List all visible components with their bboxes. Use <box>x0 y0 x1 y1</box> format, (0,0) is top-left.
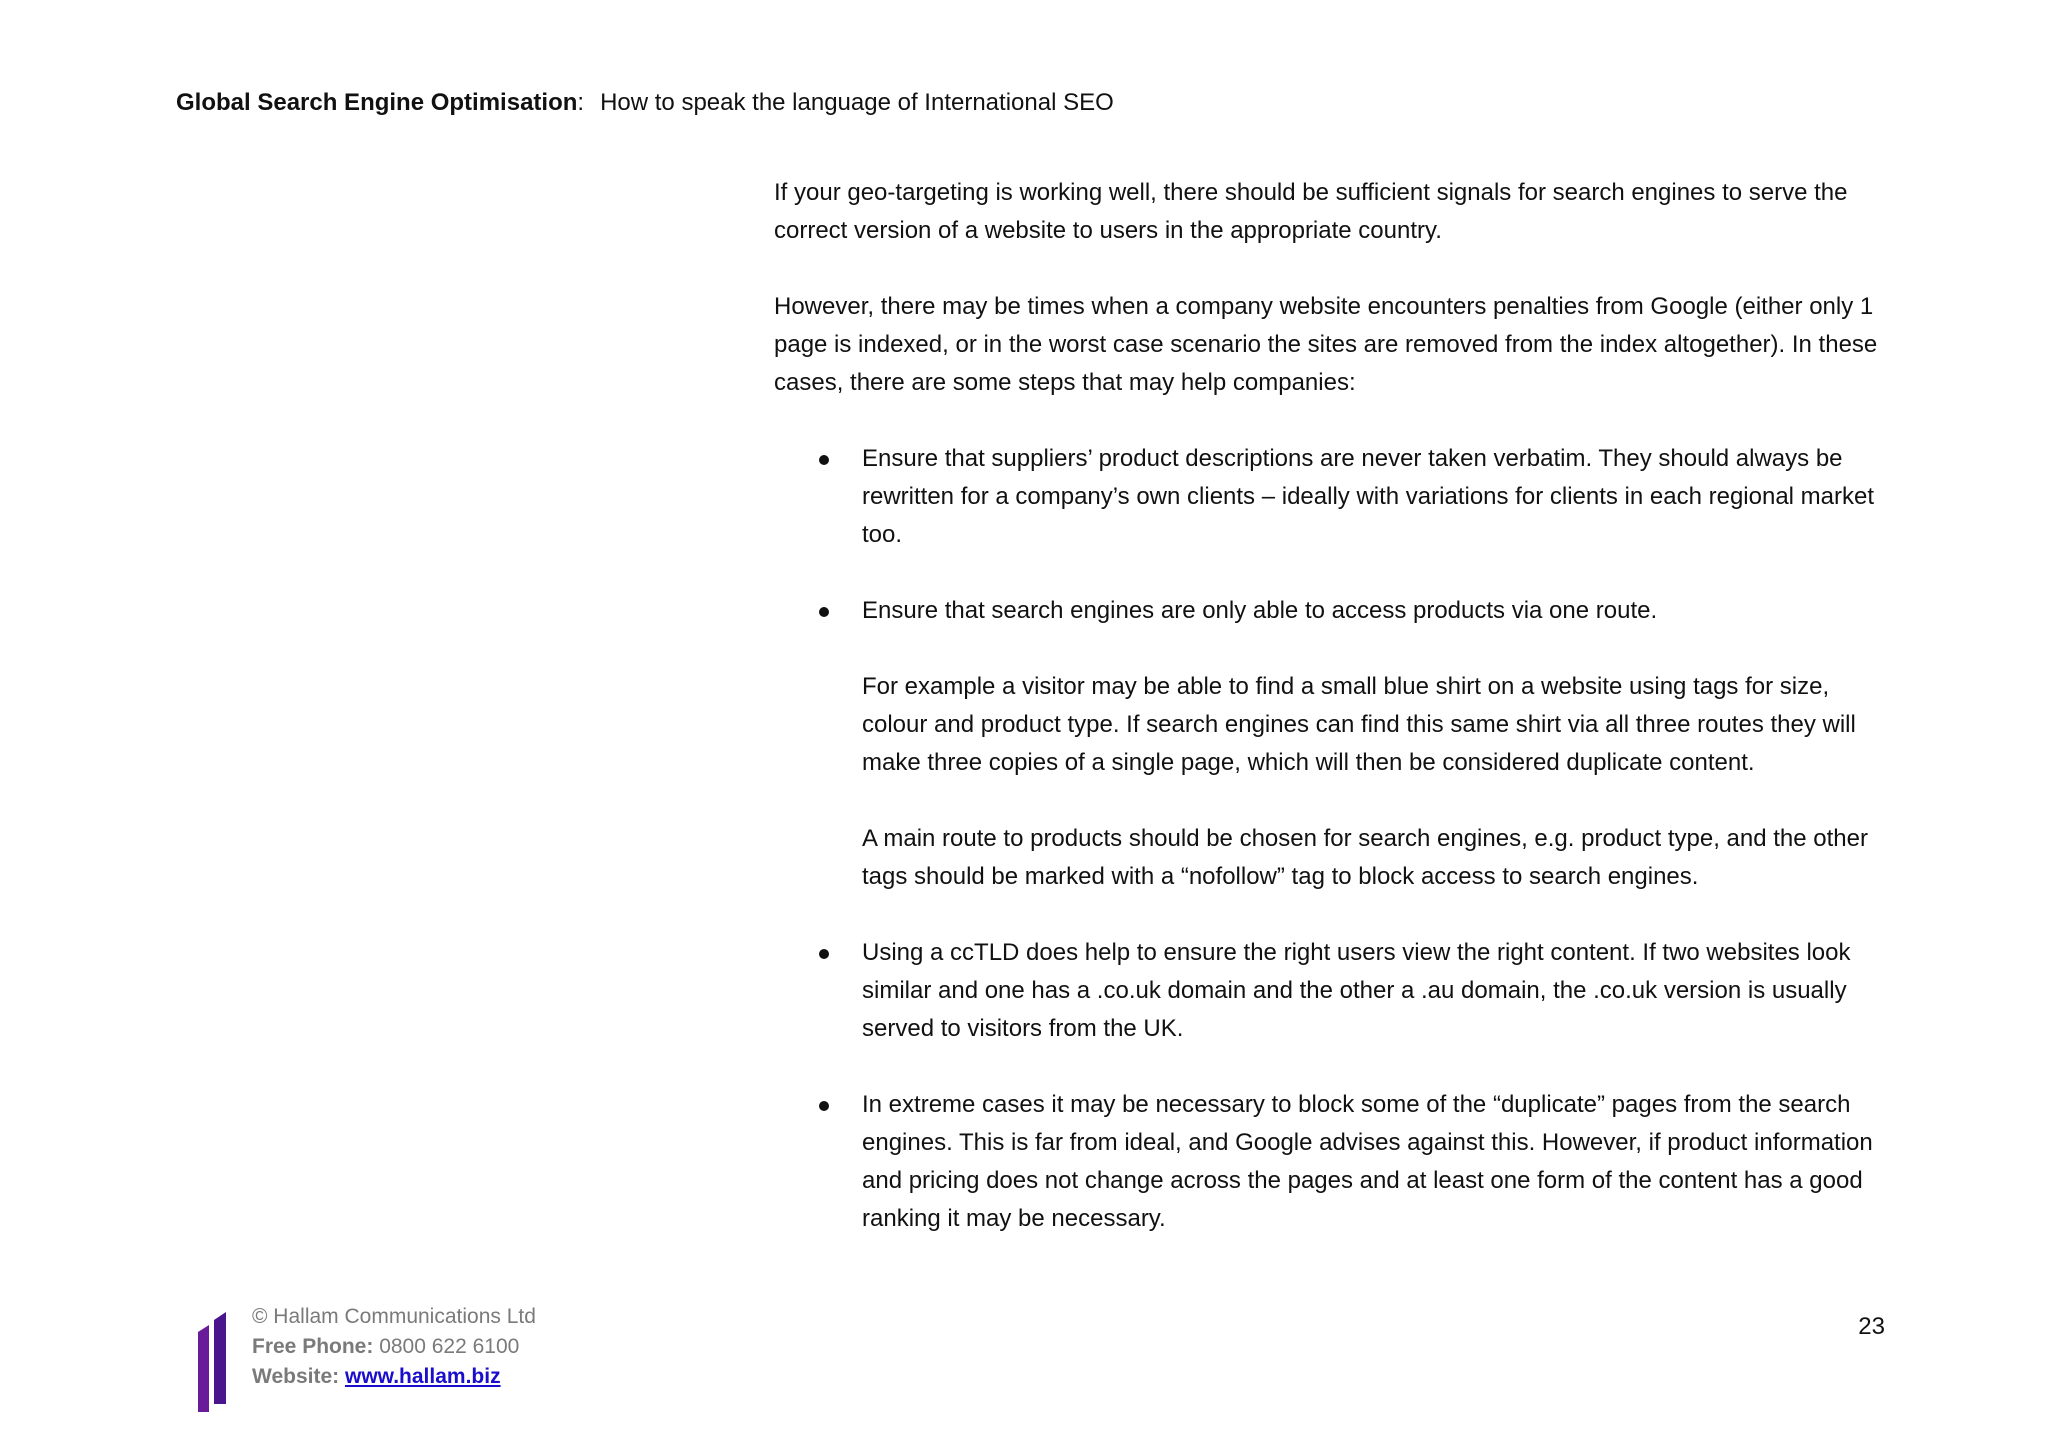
title-separator: : <box>577 89 585 116</box>
main-content <box>774 174 1894 1276</box>
list-item-text: Ensure that search engines are only able to access products via one route. <box>862 597 1658 624</box>
phone-number: 0800 622 6100 <box>379 1335 520 1358</box>
footer-contact <box>252 1302 536 1392</box>
list-item <box>774 1086 1894 1238</box>
phone-label: Free Phone: <box>252 1335 374 1358</box>
list-item-subparagraph: For example a visitor may be able to find a small blue shirt on a website using tags for size, colour and product type. If search engines can find this same shirt via all three routes they will make three copies of a single page, which will then be considered duplicate content. <box>862 673 1856 776</box>
website-line <box>252 1362 536 1392</box>
list-item-text: Ensure that suppliers’ product descriptions are never taken verbatim. They should always be rewritten for a company’s own clients – ideally with variations for clients in each regional market too. <box>862 445 1875 548</box>
bullet-icon <box>819 1101 829 1111</box>
page-footer <box>196 1302 596 1422</box>
page-header <box>176 86 1114 120</box>
list-item-text: Using a ccTLD does help to ensure the right users view the right content. If two websites look similar and one has a .co.uk domain and the other a .au domain, the .co.uk version is usually served to visitors from the UK. <box>862 939 1851 1042</box>
hallam-logo-icon <box>196 1312 228 1412</box>
list-item <box>774 440 1894 554</box>
page-number: 23 <box>1858 1313 1885 1340</box>
website-label: Website: <box>252 1365 340 1388</box>
intro-paragraph-2: However, there may be times when a company website encounters penalties from Google (either only 1 page is indexed, or in the worst case scenario the sites are removed from the index altogether). In these cases, there are some steps that may help companies: <box>774 293 1878 396</box>
bullet-icon <box>819 607 829 617</box>
document-title: Global Search Engine Optimisation <box>176 89 578 116</box>
website-link[interactable]: www.hallam.biz <box>344 1365 501 1388</box>
bullet-icon <box>819 455 829 465</box>
copyright-text: © Hallam Communications Ltd <box>252 1305 536 1328</box>
list-item-subparagraph: A main route to products should be chosen for search engines, e.g. product type, and the other tags should be marked with a “nofollow” tag to block access to search engines. <box>862 825 1868 890</box>
phone-line <box>252 1332 536 1362</box>
list-item <box>774 934 1894 1048</box>
bullet-icon <box>819 949 829 959</box>
document-subtitle: How to speak the language of International SEO <box>600 89 1114 116</box>
intro-paragraph-1: If your geo-targeting is working well, there should be sufficient signals for search engines to serve the correct version of a website to users in the appropriate country. <box>774 179 1848 244</box>
steps-list <box>774 440 1894 1238</box>
list-item-text: In extreme cases it may be necessary to block some of the “duplicate” pages from the search engines. This is far from ideal, and Google advises against this. However, if product information and pricing does not change across the pages and at least one form of the content has a good ranking it may be necessary. <box>862 1091 1873 1232</box>
list-item <box>774 592 1894 896</box>
